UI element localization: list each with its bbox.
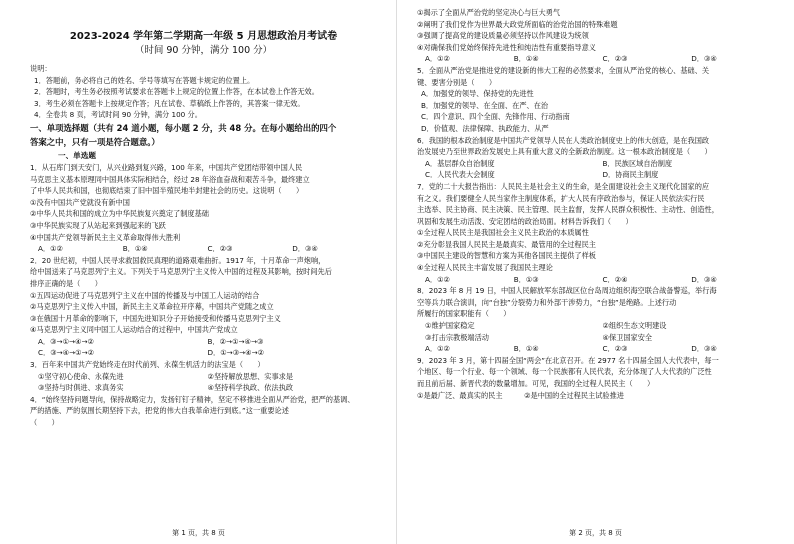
question-1-stem: 了中华人民共和国，也彻底结束了旧中国半殖民地半封建社会的历史。这说明（ ） — [30, 186, 304, 196]
question-5-stem: 5．全面从严治党是推进党的建设新的伟大工程的必然要求，全面从严治党的核心、基础、关 — [417, 65, 710, 75]
option-b[interactable]: B．①③ — [513, 274, 539, 284]
option-a[interactable]: A．基层群众自治制度 — [425, 158, 495, 168]
option-c[interactable]: C．②③ — [602, 54, 628, 64]
question-7-stem: 7．党的二十大报告指出：人民民主是社会主义的生命，是全面建设社会主义现代化国家的应 — [417, 181, 710, 191]
option-4[interactable]: ④坚持科学执政、依法执政 — [207, 383, 294, 393]
page-2 — [397, 0, 794, 544]
question-2-options — [30, 336, 377, 348]
question-2-item: ②马克思列宁主义传入中国，新民主主义革命拉开序幕，中国共产党随之成立 — [30, 302, 274, 312]
option-c[interactable]: C．人民代表大会制度 — [425, 170, 495, 180]
option-d[interactable]: D．③④ — [292, 244, 318, 254]
option-a[interactable]: A．①② — [425, 274, 450, 284]
question-2-options — [30, 347, 377, 359]
question-7-item: ①全过程人民民主是我国社会主义民主政治的本质属性 — [417, 228, 589, 238]
question-8-items — [417, 332, 780, 344]
question-4-item: ①揭示了全面从严治党的坚定决心与巨大勇气 — [417, 8, 561, 17]
option-b[interactable]: B．①④ — [513, 54, 539, 64]
question-2-stem: 排序正确的是（ ） — [30, 278, 102, 288]
section-intro: 答案之中，只有一项是符合题意。） — [30, 136, 160, 147]
question-9-stem: 而且前后届、新晋代表的数量增加。可见，我国的全过程人民民主（ ） — [417, 379, 655, 388]
question-6-options — [417, 158, 780, 170]
exam-title: 2023-2024 学年第二学期高一年级 5 月思想政治月考试卷 — [69, 31, 338, 42]
option-c[interactable]: C．②③ — [602, 344, 628, 354]
question-7-options — [417, 274, 780, 286]
note-item: 3．考生必须在答题卡上按规定作答；凡在试卷、草稿纸上作答的，其答案一律无效。 — [34, 98, 305, 108]
question-2-item: ①五四运动促进了马克思列宁主义在中国的传播及与中国工人运动的结合 — [30, 290, 260, 300]
note-item: 2．答题时，考生务必按照考试要求在答题卡上规定的位置上作答，在本试卷上作答无效。 — [34, 87, 319, 97]
question-7-stem: 巩固和发展生动活泼、安定团结的政治局面。材料告诉我们（ ） — [417, 216, 633, 226]
option-a[interactable]: A．加强党的领导、保持党的先进性 — [421, 89, 534, 99]
question-7-item: ④全过程人民民主丰富发展了我国民主理论 — [417, 263, 553, 273]
option-a[interactable]: A．①② — [38, 244, 63, 254]
question-8-stem: 所履行的国家职能有（ ） — [417, 309, 511, 319]
option-b[interactable]: B．②→①→④→③ — [207, 336, 264, 346]
question-2-stem: 给中国送来了马克思列宁主义。下列关于马克思列宁主义传入中国的过程及其影响，按时间先后 — [30, 267, 332, 277]
question-4-item: ②阐明了我们党作为世界最大政党所面临的治党治国的特殊难题 — [417, 19, 618, 29]
question-6-stem: 治发展史乃至世界政治发展史上具有重大意义的全新政治制度。这一根本政治制度是（ ） — [417, 147, 712, 157]
question-1-stem: 1．从石库门到天安门，从兴业路到复兴路，100 年来，中国共产党团结带领中国人民 — [30, 162, 303, 172]
question-4-item: ④对确保我们党始终保持先进性和纯洁性有重要指导意义 — [417, 42, 596, 52]
option-b[interactable]: B．①④ — [122, 244, 148, 254]
question-1-item: ①没有中国共产党就没有新中国 — [30, 197, 130, 207]
option-d[interactable]: D．①→③→④→② — [207, 348, 265, 358]
option-c[interactable]: C．②③ — [207, 244, 233, 254]
option-c[interactable]: C．四个意识、四个全面、先锋作用、行动指南 — [421, 112, 570, 122]
question-3-options — [30, 382, 377, 394]
option-2[interactable]: ②坚持解放思想、实事求是 — [207, 371, 294, 381]
question-7-stem: 有之义。我们要健全人民当家作主制度体系，扩大人民有序政治参与，保证人民依法实行民 — [417, 193, 705, 203]
question-1-stem: 马克思主义基本原理同中国具体实际相结合，经过 28 年浴血奋战和艰苦斗争，最终建立 — [30, 174, 310, 184]
question-4-options — [417, 53, 780, 65]
option-a[interactable]: A．①② — [425, 54, 450, 64]
item-2: ②组织生态文明建设 — [602, 321, 667, 331]
question-4-stem: （ ） — [30, 418, 59, 428]
question-6-options — [417, 169, 780, 181]
option-c[interactable]: C．③→④→①→② — [38, 348, 95, 358]
question-8-stem: 8．2023 年 8 月 19 日，中国人民解放军东部战区位台岛周边组织海空联合战备警巡，举行海 — [417, 286, 717, 296]
option-a[interactable]: A．①② — [425, 344, 450, 354]
option-d[interactable]: D．③④ — [691, 54, 717, 64]
page-number: 第 1 页，共 8 页 — [172, 529, 225, 537]
question-8-options — [417, 343, 780, 355]
question-4-item: ③强调了提高党的建设质量必须坚持以作风建设为统领 — [417, 31, 589, 41]
item-3: ③打击宗教极端活动 — [425, 332, 489, 342]
item-1: ①维护国家稳定 — [425, 321, 475, 331]
option-d[interactable]: D．③④ — [691, 344, 717, 354]
option-b[interactable]: B．加强党的领导、在全面、在严、在治 — [421, 100, 549, 110]
subsection-heading: 一、单选题 — [58, 150, 96, 160]
option-d[interactable]: D．价值观、法律保障、执政能力、从严 — [421, 123, 549, 133]
option-1[interactable]: ①坚守初心使命、永葆先进 — [38, 371, 124, 381]
section-intro: 一、单项选择题（共有 24 道小题，每小题 2 分，共 48 分。在每小题给出的四个 — [30, 122, 337, 133]
question-3-options — [30, 371, 377, 383]
question-9-stem: 9．2023 年 3 月，第十四届全国“两会”在北京召开。在 2977 名十四届全国人大代表中，每一 — [417, 355, 719, 365]
question-5-stem: 键、要害分别是（ ） — [417, 77, 497, 87]
option-d[interactable]: D．③④ — [691, 274, 717, 284]
question-6-stem: 6．我国的根本政治制度是中国共产党领导人民在人类政治制度史上的伟大创造，是在我国政 — [417, 135, 710, 145]
question-3-stem: 3．百年来中国共产党始终走在时代前列、永葆生机活力的法宝是（ ） — [30, 360, 265, 370]
item-4: ④保卫国家安全 — [602, 332, 653, 342]
page-number: 第 2 页，共 8 页 — [569, 529, 622, 537]
question-8-stem: 空等兵力联合演训，向“台独”分裂势力和外部干涉势力，“台独”是绝路。上述行动 — [417, 297, 677, 307]
question-1-item: ④中国共产党领导新民主主义革命取得伟大胜利 — [30, 232, 181, 242]
question-9-item: ①是最广泛、最真实的民主 ②是中国的全过程民主试验推进 — [417, 390, 624, 400]
option-d[interactable]: D．协商民主制度 — [602, 170, 659, 180]
option-b[interactable]: B．民族区域自治制度 — [602, 158, 673, 168]
question-2-item: ④马克思列宁主义同中国工人运动结合的过程中，中国共产党成立 — [30, 325, 238, 335]
question-7-stem: 主选举、民主协商、民主决策、民主管理、民主监督，发挥人民群众积极性、主动性、创造性， — [417, 205, 719, 215]
question-8-items — [417, 320, 780, 332]
question-9-stem: 个地区、每一个行业、每一个领域、每一个民族都有人民代表，充分体现了人大代表的广泛性 — [417, 367, 712, 377]
question-7-item: ③中国民主建设的智慧和方案为其他各国民主提供了样板 — [417, 251, 596, 261]
question-4-stem: 4．“始终坚持问题导向，保持战略定力，发扬钉钉子精神，坚定不移推进全面从严治党，把严的基调、 — [30, 394, 355, 404]
option-c[interactable]: C．②④ — [602, 274, 628, 284]
question-1-options — [30, 243, 377, 255]
question-2-item: ③在俄国十月革命的影响下，中国先进知识分子开始接受和传播马克思列宁主义 — [30, 313, 281, 323]
note-item: 1．答题前，务必将自己的姓名、学号等填写在答题卡规定的位置上。 — [34, 75, 255, 85]
question-1-item: ②中华人民共和国的成立为中华民族复兴奠定了制度基础 — [30, 209, 209, 219]
question-4-stem: 严的措施、严的氛围长期坚持下去，把党的伟大自我革命进行到底。”这一重要论述 — [30, 406, 289, 416]
question-1-item: ③中华民族实现了从站起来到强起来的飞跃 — [30, 220, 166, 230]
question-7-item: ②充分彰显我国人民民主是最真实、最管用的全过程民主 — [417, 239, 596, 249]
option-3[interactable]: ③坚持与时俱进、求真务实 — [38, 383, 124, 393]
notes-heading: 说明： — [30, 64, 52, 73]
exam-subtitle: （时间 90 分钟，满分 100 分） — [134, 45, 273, 56]
question-2-stem: 2．20 世纪初，中国人民寻求救国救民真理的道路艰难曲折。1917 年，十月革命一声炮响， — [30, 255, 326, 265]
note-item: 4．全卷共 8 页，考试时间 90 分钟，满分 100 分。 — [34, 110, 202, 120]
option-a[interactable]: A．③→①→④→② — [38, 336, 94, 346]
option-b[interactable]: B．①④ — [513, 344, 539, 354]
